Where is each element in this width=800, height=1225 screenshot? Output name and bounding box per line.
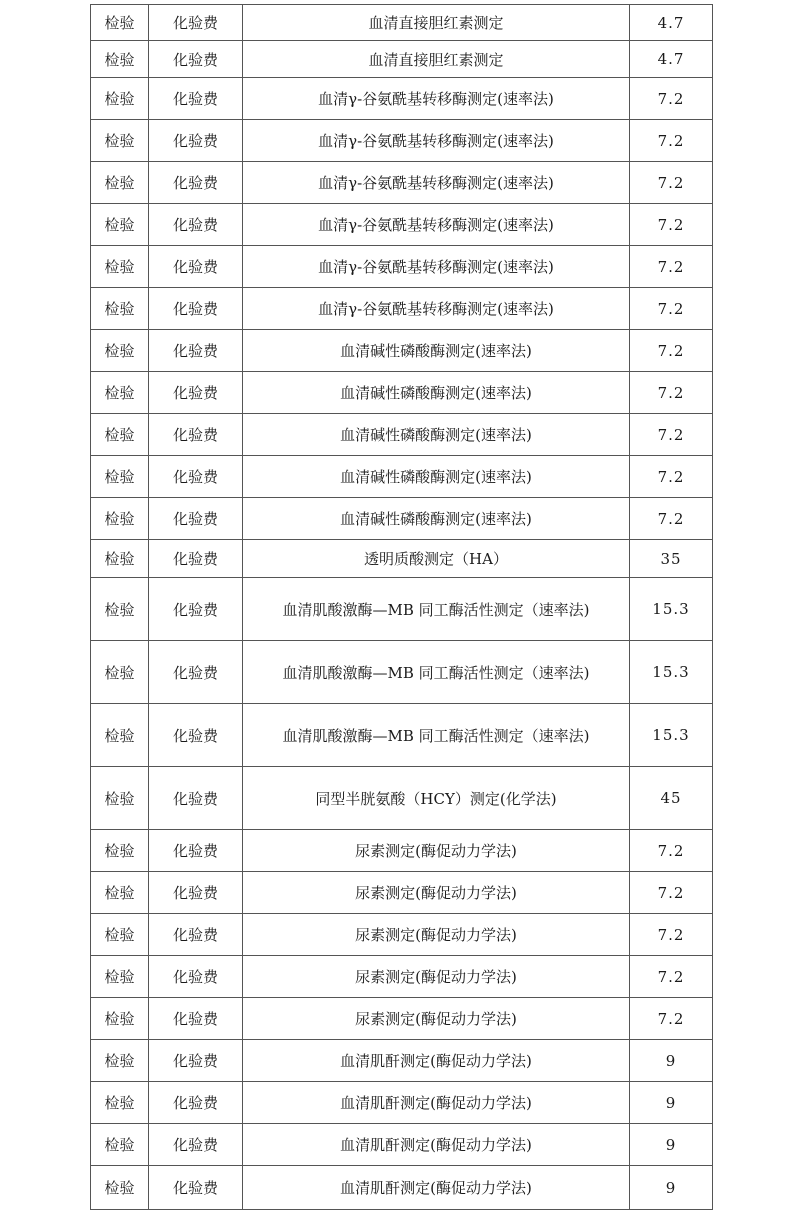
item-name-cell: 血清肌酐测定(酶促动力学法)	[243, 1124, 630, 1166]
price-cell: 45	[630, 767, 713, 830]
item-name-cell: 尿素测定(酶促动力学法)	[243, 830, 630, 872]
fee-table	[90, 4, 713, 1210]
subcategory-cell: 化验费	[149, 204, 243, 246]
subcategory-cell: 化验费	[149, 641, 243, 704]
category-cell: 检验	[91, 641, 149, 704]
item-name-cell: 血清直接胆红素测定	[243, 5, 630, 41]
category-cell: 检验	[91, 5, 149, 41]
table-row	[91, 162, 713, 204]
item-name-cell: 血清肌酸激酶—MB 同工酶活性测定（速率法)	[243, 578, 630, 641]
subcategory-cell: 化验费	[149, 288, 243, 330]
item-name-cell: 血清γ-谷氨酰基转移酶测定(速率法)	[243, 246, 630, 288]
price-cell: 7.2	[630, 998, 713, 1040]
item-name-cell: 透明质酸测定（HA）	[243, 540, 630, 578]
price-cell: 7.2	[630, 330, 713, 372]
item-name-cell: 尿素测定(酶促动力学法)	[243, 956, 630, 998]
subcategory-cell: 化验费	[149, 1082, 243, 1124]
category-cell: 检验	[91, 372, 149, 414]
table-row	[91, 1124, 713, 1166]
table-row	[91, 641, 713, 704]
item-name-cell: 血清γ-谷氨酰基转移酶测定(速率法)	[243, 78, 630, 120]
price-cell: 7.2	[630, 78, 713, 120]
item-name-cell: 血清γ-谷氨酰基转移酶测定(速率法)	[243, 120, 630, 162]
price-cell: 7.2	[630, 830, 713, 872]
subcategory-cell: 化验费	[149, 414, 243, 456]
item-name-cell: 血清碱性磷酸酶测定(速率法)	[243, 498, 630, 540]
category-cell: 检验	[91, 998, 149, 1040]
subcategory-cell: 化验费	[149, 872, 243, 914]
table-row	[91, 956, 713, 998]
subcategory-cell: 化验费	[149, 246, 243, 288]
category-cell: 检验	[91, 830, 149, 872]
price-cell: 7.2	[630, 914, 713, 956]
subcategory-cell: 化验费	[149, 120, 243, 162]
subcategory-cell: 化验费	[149, 162, 243, 204]
price-cell: 35	[630, 540, 713, 578]
table-row	[91, 998, 713, 1040]
price-cell: 7.2	[630, 414, 713, 456]
category-cell: 检验	[91, 246, 149, 288]
item-name-cell: 血清碱性磷酸酶测定(速率法)	[243, 372, 630, 414]
category-cell: 检验	[91, 330, 149, 372]
table-row	[91, 5, 713, 41]
item-name-cell: 血清γ-谷氨酰基转移酶测定(速率法)	[243, 162, 630, 204]
category-cell: 检验	[91, 78, 149, 120]
table-row	[91, 1082, 713, 1124]
category-cell: 检验	[91, 41, 149, 78]
table-row	[91, 498, 713, 540]
item-name-cell: 血清肌酸激酶—MB 同工酶活性测定（速率法)	[243, 641, 630, 704]
price-cell: 9	[630, 1040, 713, 1082]
subcategory-cell: 化验费	[149, 41, 243, 78]
subcategory-cell: 化验费	[149, 767, 243, 830]
price-cell: 7.2	[630, 288, 713, 330]
subcategory-cell: 化验费	[149, 1166, 243, 1210]
subcategory-cell: 化验费	[149, 914, 243, 956]
price-cell: 9	[630, 1124, 713, 1166]
category-cell: 检验	[91, 498, 149, 540]
price-cell: 7.2	[630, 246, 713, 288]
category-cell: 检验	[91, 540, 149, 578]
price-cell: 4.7	[630, 41, 713, 78]
table-row	[91, 41, 713, 78]
table-row	[91, 414, 713, 456]
item-name-cell: 尿素测定(酶促动力学法)	[243, 998, 630, 1040]
table-row	[91, 914, 713, 956]
subcategory-cell: 化验费	[149, 540, 243, 578]
price-cell: 7.2	[630, 372, 713, 414]
subcategory-cell: 化验费	[149, 78, 243, 120]
subcategory-cell: 化验费	[149, 330, 243, 372]
item-name-cell: 血清碱性磷酸酶测定(速率法)	[243, 456, 630, 498]
price-cell: 15.3	[630, 704, 713, 767]
category-cell: 检验	[91, 767, 149, 830]
subcategory-cell: 化验费	[149, 578, 243, 641]
category-cell: 检验	[91, 1040, 149, 1082]
subcategory-cell: 化验费	[149, 998, 243, 1040]
subcategory-cell: 化验费	[149, 372, 243, 414]
category-cell: 检验	[91, 914, 149, 956]
item-name-cell: 血清肌酸激酶—MB 同工酶活性测定（速率法)	[243, 704, 630, 767]
category-cell: 检验	[91, 288, 149, 330]
table-row	[91, 1166, 713, 1210]
price-cell: 4.7	[630, 5, 713, 41]
table-row	[91, 830, 713, 872]
table-row	[91, 872, 713, 914]
table-row	[91, 456, 713, 498]
category-cell: 检验	[91, 456, 149, 498]
table-row	[91, 246, 713, 288]
item-name-cell: 血清γ-谷氨酰基转移酶测定(速率法)	[243, 288, 630, 330]
table-row	[91, 204, 713, 246]
category-cell: 检验	[91, 1166, 149, 1210]
subcategory-cell: 化验费	[149, 456, 243, 498]
table-row	[91, 578, 713, 641]
price-cell: 7.2	[630, 204, 713, 246]
table-row	[91, 767, 713, 830]
category-cell: 检验	[91, 162, 149, 204]
subcategory-cell: 化验费	[149, 830, 243, 872]
item-name-cell: 血清碱性磷酸酶测定(速率法)	[243, 330, 630, 372]
subcategory-cell: 化验费	[149, 956, 243, 998]
subcategory-cell: 化验费	[149, 5, 243, 41]
subcategory-cell: 化验费	[149, 1040, 243, 1082]
category-cell: 检验	[91, 872, 149, 914]
item-name-cell: 血清碱性磷酸酶测定(速率法)	[243, 414, 630, 456]
table-row	[91, 78, 713, 120]
category-cell: 检验	[91, 1082, 149, 1124]
category-cell: 检验	[91, 120, 149, 162]
subcategory-cell: 化验费	[149, 1124, 243, 1166]
item-name-cell: 尿素测定(酶促动力学法)	[243, 914, 630, 956]
price-cell: 9	[630, 1166, 713, 1210]
price-cell: 7.2	[630, 120, 713, 162]
table-row	[91, 704, 713, 767]
category-cell: 检验	[91, 956, 149, 998]
item-name-cell: 血清肌酐测定(酶促动力学法)	[243, 1040, 630, 1082]
subcategory-cell: 化验费	[149, 704, 243, 767]
category-cell: 检验	[91, 414, 149, 456]
price-cell: 7.2	[630, 162, 713, 204]
price-cell: 7.2	[630, 956, 713, 998]
category-cell: 检验	[91, 204, 149, 246]
table-row	[91, 540, 713, 578]
price-cell: 15.3	[630, 641, 713, 704]
item-name-cell: 血清γ-谷氨酰基转移酶测定(速率法)	[243, 204, 630, 246]
table-row	[91, 1040, 713, 1082]
subcategory-cell: 化验费	[149, 498, 243, 540]
item-name-cell: 同型半胱氨酸（HCY）测定(化学法)	[243, 767, 630, 830]
table-row	[91, 330, 713, 372]
table-row	[91, 288, 713, 330]
item-name-cell: 尿素测定(酶促动力学法)	[243, 872, 630, 914]
price-cell: 15.3	[630, 578, 713, 641]
item-name-cell: 血清肌酐测定(酶促动力学法)	[243, 1166, 630, 1210]
item-name-cell: 血清直接胆红素测定	[243, 41, 630, 78]
price-cell: 7.2	[630, 498, 713, 540]
table-row	[91, 120, 713, 162]
fee-table-body	[91, 5, 713, 1210]
item-name-cell: 血清肌酐测定(酶促动力学法)	[243, 1082, 630, 1124]
category-cell: 检验	[91, 578, 149, 641]
price-cell: 7.2	[630, 456, 713, 498]
category-cell: 检验	[91, 1124, 149, 1166]
category-cell: 检验	[91, 704, 149, 767]
price-cell: 9	[630, 1082, 713, 1124]
price-cell: 7.2	[630, 872, 713, 914]
table-row	[91, 372, 713, 414]
